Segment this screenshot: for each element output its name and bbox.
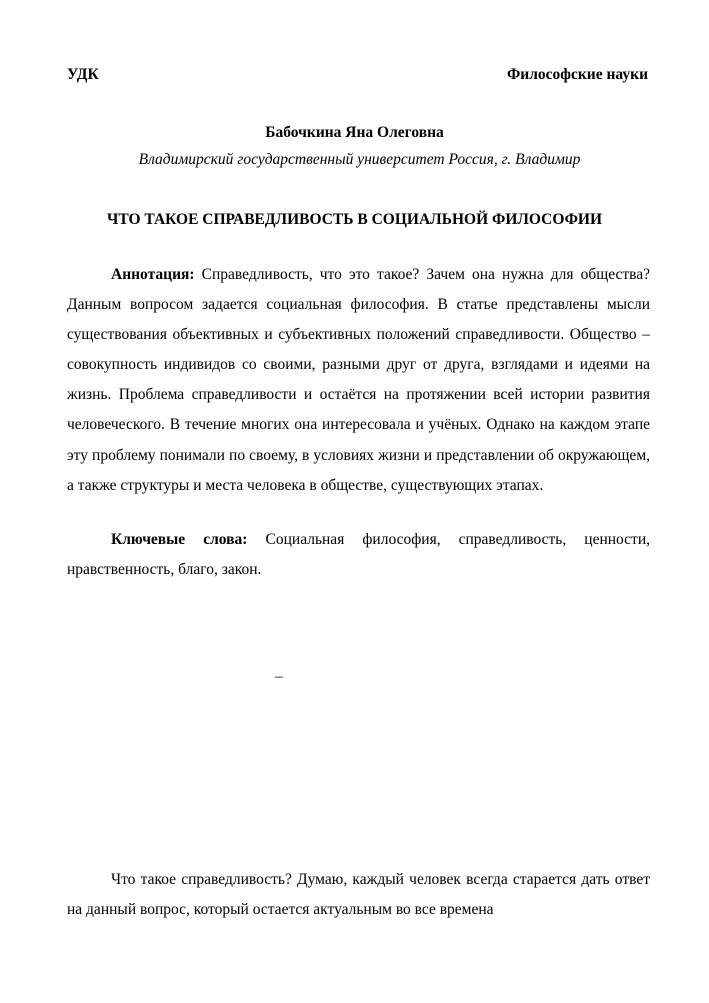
- subject-heading: Философские науки: [506, 66, 648, 83]
- abstract-text: Справедливость, что это такое? Зачем она нужна для общества? Данным вопросом задается социальная философия. В статье представлены мысли существования объективных и субъективных положений справедливости. Общество – совокупность индивидов со своими, разными друг от друга, взглядами и идеями на жизнь. Проблема справедливости и остаётся на протяжении всей истории развития человеческого. В течение многих она интересовала и учёных. Однако на каждом этапе эту проблему понимали по своему, в условиях жизни и представлении об окружающем, а также структуры и места человека в обществе, существующих этапах.: [67, 266, 650, 494]
- body-intro-text: Что такое справедливость? Думаю, каждый человек всегда старается дать ответ на данный вопрос, который остается актуальным во все времена: [67, 871, 650, 919]
- keywords-text: Социальная философия, справедливость, ценности, нравственность, благо, закон.: [67, 531, 650, 579]
- author-name: Бабочкина Яна Олеговна: [265, 124, 444, 141]
- keywords-paragraph: [67, 525, 650, 585]
- udc-label: УДК: [67, 66, 99, 83]
- separator-dash: –: [275, 668, 283, 685]
- article-title: ЧТО ТАКОЕ СПРАВЕДЛИВОСТЬ В СОЦИАЛЬНОЙ ФИЛОСОФИИ: [106, 211, 603, 228]
- author-affiliation: Владимирский государственный университет Россия, г. Владимир: [138, 151, 581, 168]
- abstract-label: Аннотация:: [111, 266, 195, 283]
- keywords-label: Ключевые слова:: [111, 531, 248, 548]
- abstract-paragraph: [67, 260, 650, 501]
- body-paragraph: [67, 865, 650, 925]
